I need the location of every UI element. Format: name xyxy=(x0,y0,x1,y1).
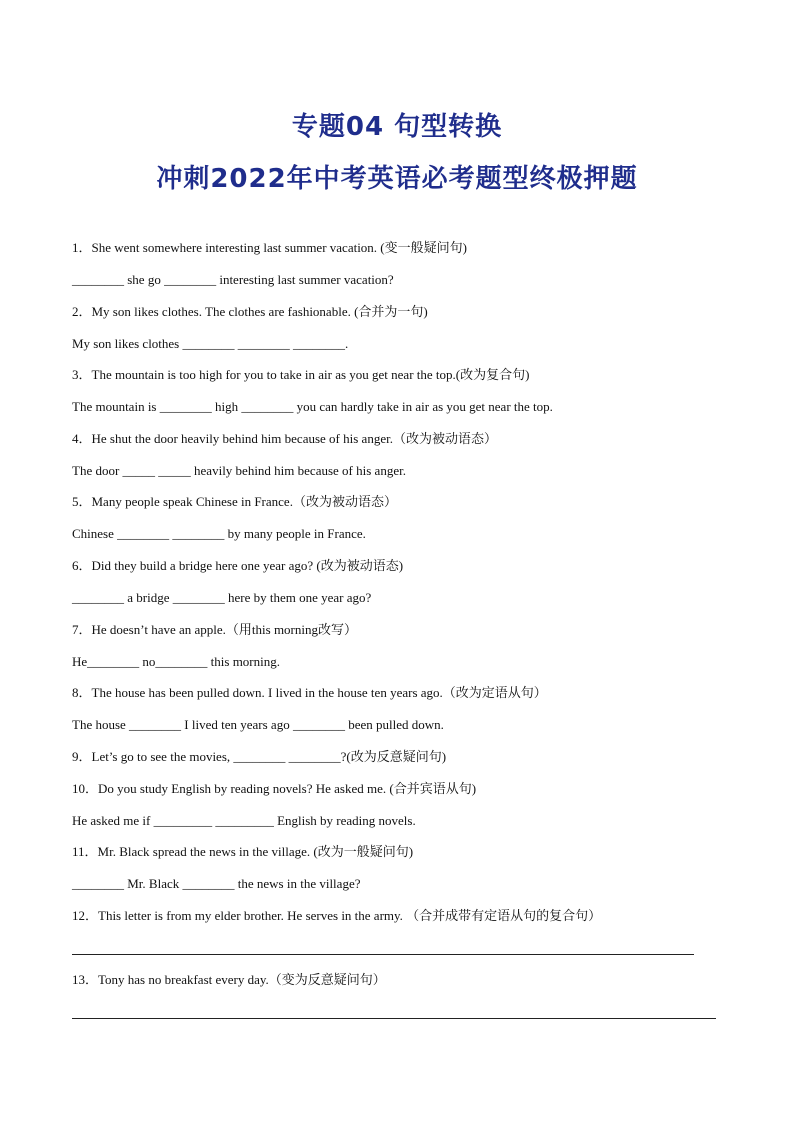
question-11: 11．Mr. Black spread the news in the village. (改为一般疑问句) xyxy=(72,844,414,859)
answer-line-13 xyxy=(72,1018,716,1019)
answer-8: The house ________ I lived ten years ago ________ been pulled down. xyxy=(72,717,444,732)
question-9: 9．Let’s go to see the movies, ________ ________?(改为反意疑问句) xyxy=(72,749,447,764)
question-2: 2．My son likes clothes. The clothes are fashionable. (合并为一句) xyxy=(72,304,428,319)
question-13: 13．Tony has no breakfast every day.（变为反意疑问句） xyxy=(72,972,386,987)
answer-2: My son likes clothes ________ ________ ________. xyxy=(72,336,349,351)
question-4: 4．He shut the door heavily behind him because of his anger.（改为被动语态） xyxy=(72,431,497,446)
question-10: 10．Do you study English by reading novels? He asked me. (合并宾语从句) xyxy=(72,781,477,796)
answer-4: The door _____ _____ heavily behind him because of his anger. xyxy=(72,463,406,478)
question-7: 7．He doesn’t have an apple.（用this morning改写） xyxy=(72,622,357,637)
answer-1: ________ she go ________ interesting last summer vacation? xyxy=(72,272,394,287)
answer-6: ________ a bridge ________ here by them one year ago? xyxy=(72,590,372,605)
answer-line-12 xyxy=(72,954,694,955)
question-12: 12．This letter is from my elder brother. He serves in the army. （合并成带有定语从句的复合句） xyxy=(72,908,602,923)
answer-3: The mountain is ________ high ________ you can hardly take in air as you get near the top. xyxy=(72,399,553,414)
answer-11: ________ Mr. Black ________ the news in the village? xyxy=(72,876,361,891)
question-6: 6．Did they build a bridge here one year ago? (改为被动语态) xyxy=(72,558,404,573)
document-subtitle: 冲刺2022年中考英语必考题型终极押题 xyxy=(156,164,638,194)
question-1: 1．She went somewhere interesting last summer vacation. (变一般疑问句) xyxy=(72,240,467,255)
document-title: 专题04 句型转换 xyxy=(291,112,503,142)
question-8: 8．The house has been pulled down. I lived in the house ten years ago.（改为定语从句） xyxy=(72,685,547,700)
question-5: 5．Many people speak Chinese in France.（改为被动语态） xyxy=(72,494,397,509)
answer-5: Chinese ________ ________ by many people in France. xyxy=(72,526,366,541)
answer-7: He________ no________ this morning. xyxy=(72,654,280,669)
question-3: 3．The mountain is too high for you to take in air as you get near the top.(改为复合句) xyxy=(72,367,530,382)
answer-10: He asked me if _________ _________ English by reading novels. xyxy=(72,813,416,828)
